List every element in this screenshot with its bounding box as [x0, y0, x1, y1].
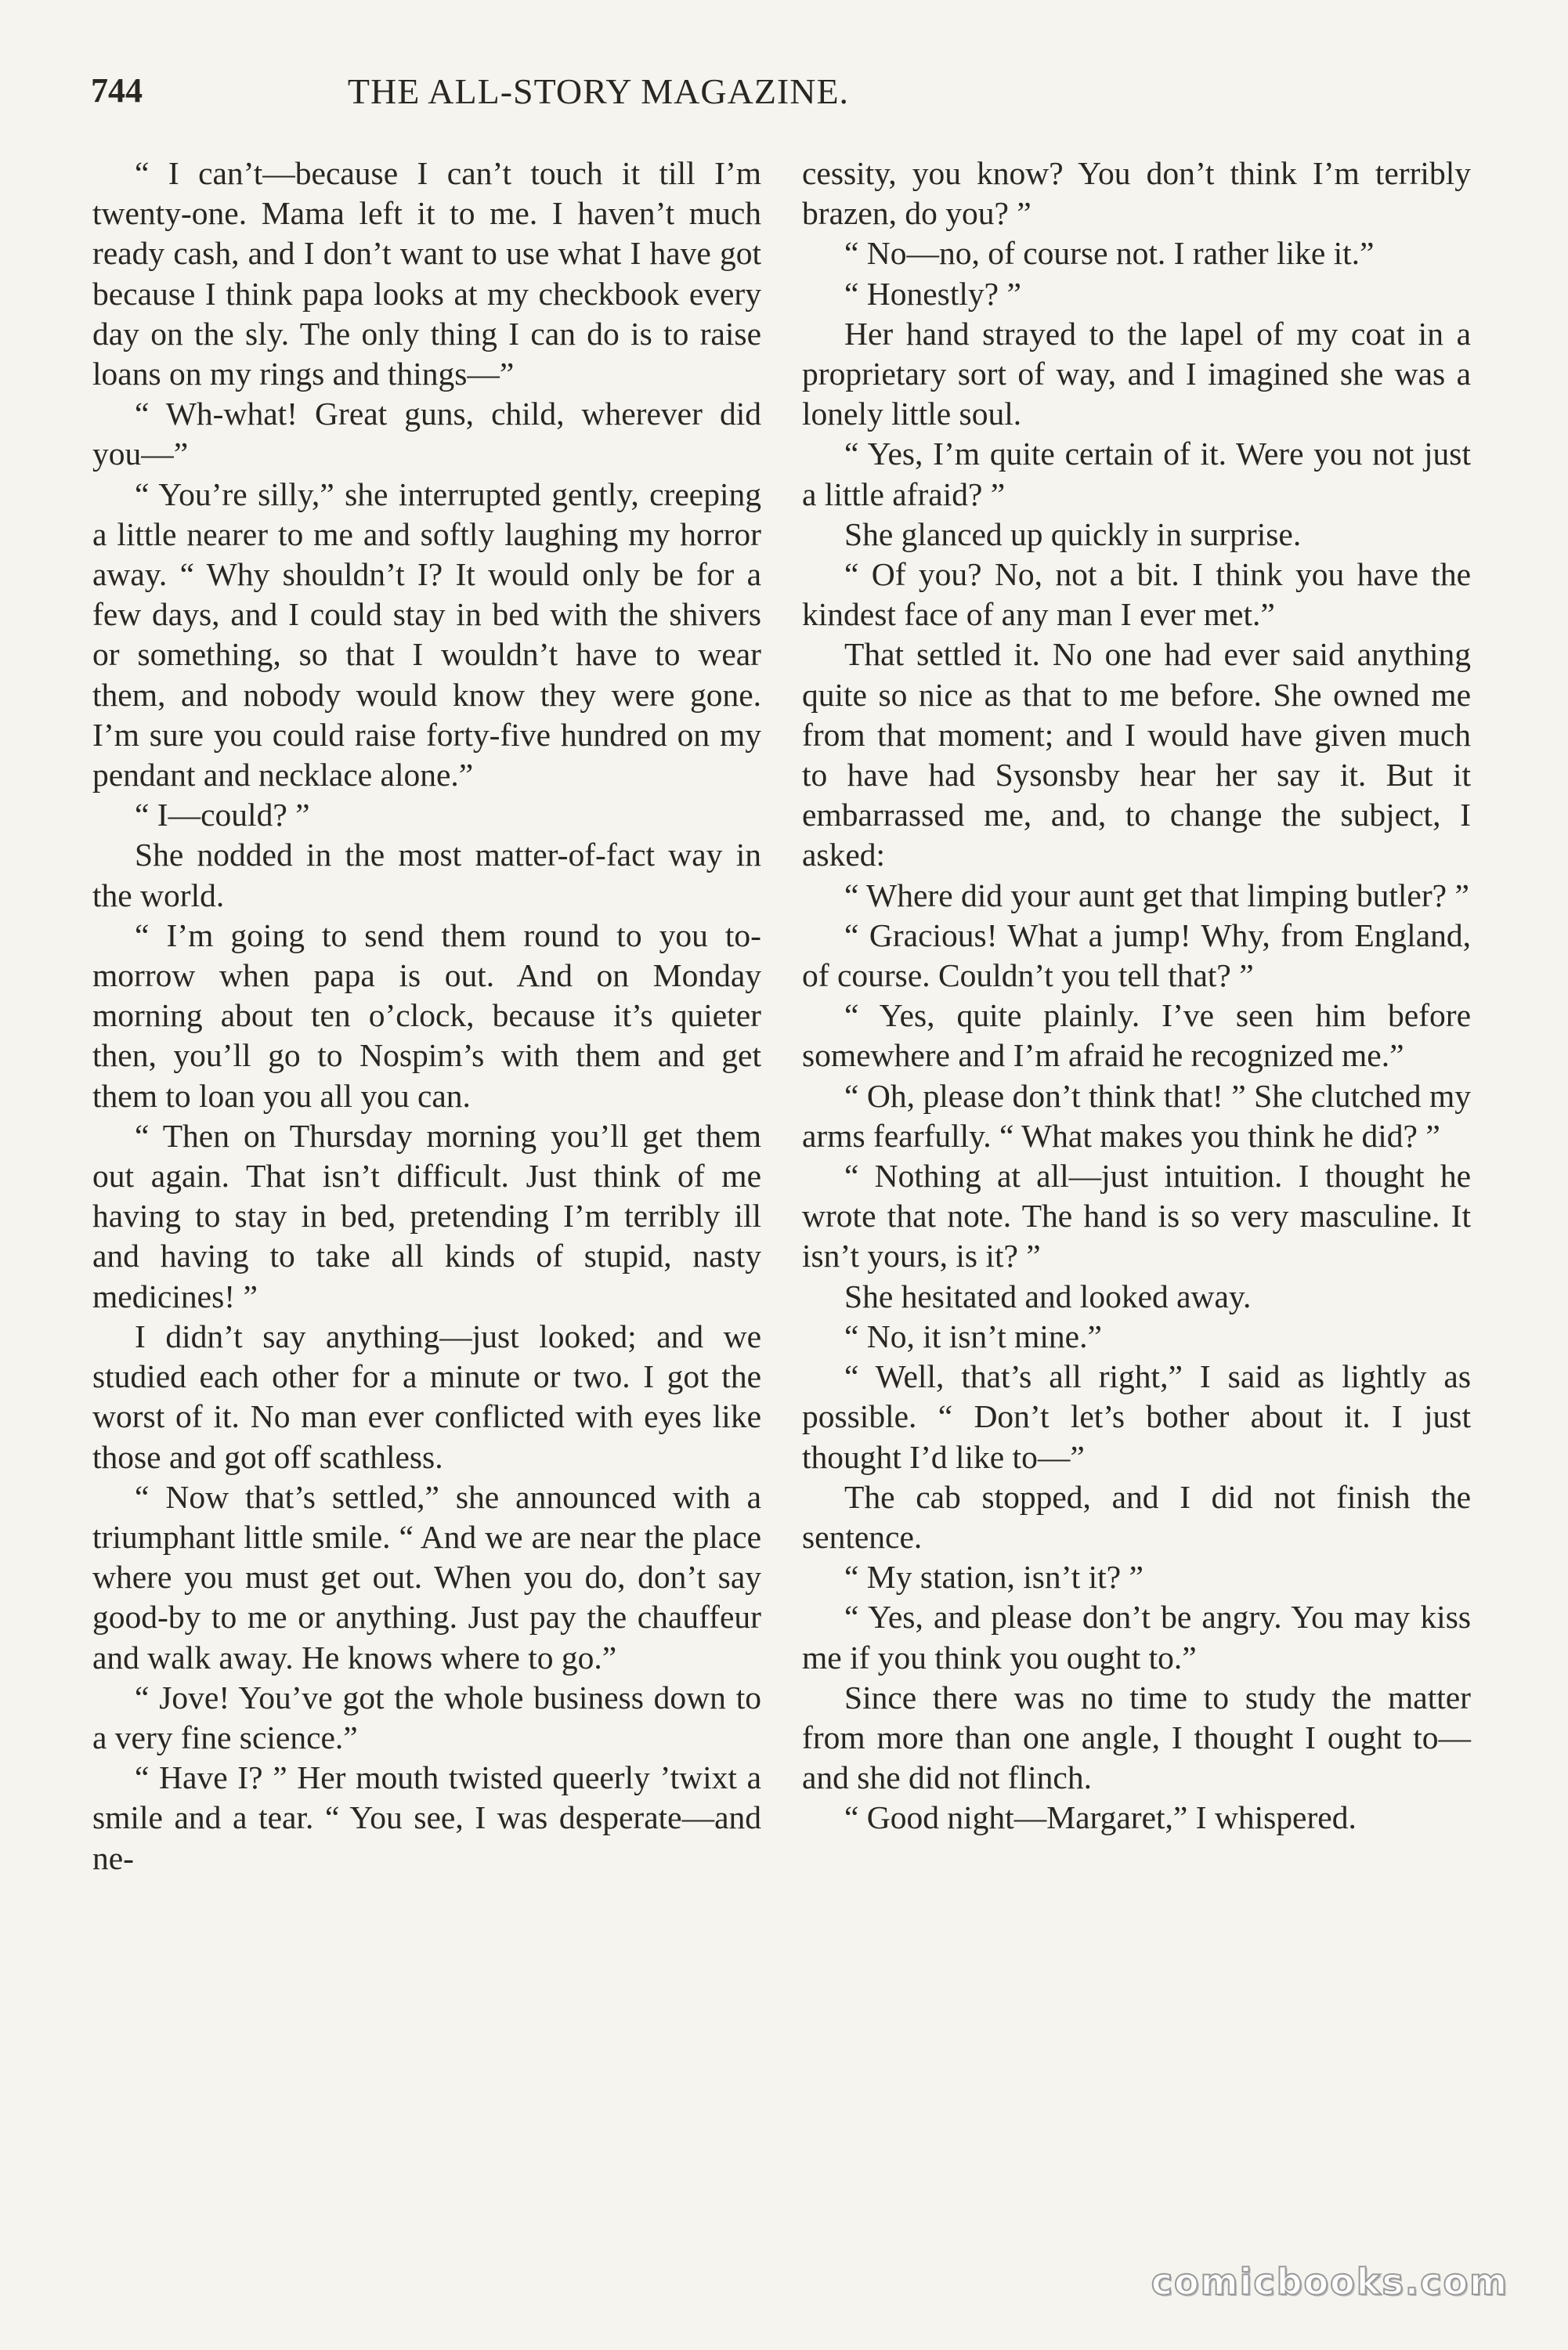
paragraph: “ Good night—Margaret,” I whispered.	[844, 1799, 1357, 1836]
paragraph: “ No, it isn’t mine.”	[844, 1318, 1102, 1354]
paragraph: The cab stopped, and I did not finish the sentence.	[802, 1478, 1471, 1555]
paragraph: Since there was no time to study the matter from more than one angle, I thought I ought to—and she did not flinch.	[802, 1679, 1471, 1796]
paragraph: cessity, you know? You don’t think I’m terribly brazen, do you? ”	[802, 155, 1471, 232]
left-column	[92, 154, 761, 1878]
paragraph: “ I’m going to send them round to you to-morrow when papa is out. And on Monday morning about ten o’clock, because it’s quieter then, you’ll go to Nospim’s with them and get them to loan you all you can.	[92, 916, 761, 1114]
paragraph: That settled it. No one had ever said anything quite so nice as that to me before. She owned me from that moment; and I would have given much to have had Sysonsby hear her say it. But it embarrassed me, and, to change the subject, I asked:	[802, 636, 1471, 873]
paragraph: “ Where did your aunt get that limping butler? ”	[844, 877, 1469, 913]
paragraph: “ Wh-what! Great guns, child, wherever did you—”	[92, 396, 761, 472]
paragraph: “ Yes, I’m quite certain of it. Were you not just a little afraid? ”	[802, 436, 1471, 512]
paragraph: “ No—no, of course not. I rather like it.”	[844, 235, 1375, 272]
paragraph: “ Well, that’s all right,” I said as lightly as possible. “ Don’t let’s bother about it. I just thought I’d like to—”	[802, 1358, 1471, 1475]
running-title: THE ALL-STORY MAGAZINE.	[347, 71, 850, 111]
paragraph: “ Oh, please don’t think that! ” She clutched my arms fearfully. “ What makes you think he did? ”	[802, 1077, 1471, 1154]
paragraph: She hesitated and looked away.	[844, 1278, 1252, 1314]
paragraph: Her hand strayed to the lapel of my coat in a proprietary sort of way, and I imagined she was a lonely little soul.	[802, 315, 1471, 432]
paragraph: “ I can’t—because I can’t touch it till I’m twenty-one. Mama left it to me. I haven’t much ready cash, and I don’t want to use what I have got because I think papa looks at my checkbook every day on the sly. The only thing I can do is to raise loans on my rings and things—”	[92, 155, 761, 392]
paragraph: She glanced up quickly in surprise.	[844, 515, 1302, 552]
right-column	[802, 154, 1471, 1838]
paragraph: “ Jove! You’ve got the whole business down to a very fine science.”	[92, 1679, 761, 1755]
paragraph: “ Now that’s settled,” she announced with a triumphant little smile. “ And we are near the place where you must get out. When you do, don’t say good-by to me or anything. Just pay the chauffeur and walk away. He knows where to go.”	[92, 1478, 761, 1676]
watermark-logo: comicbooks.com	[1151, 2261, 1508, 2303]
page-header	[91, 66, 1501, 121]
paragraph: “ Have I? ” Her mouth twisted queerly ’twixt a smile and a tear. “ You see, I was desperate—and ne-	[92, 1759, 761, 1876]
paragraph: “ You’re silly,” she interrupted gently, creeping a little nearer to me and softly laughing my horror away. “ Why shouldn’t I? It would only be for a few days, and I could stay in bed with the shivers or something, so that I wouldn’t have to wear them, and nobody would know they were gone. I’m sure you could raise forty-five hundred on my pendant and necklace alone.”	[92, 475, 761, 794]
paragraph: I didn’t say anything—just looked; and we studied each other for a minute or two. I got the worst of it. No man ever conflicted with eyes like those and got off scathless.	[92, 1318, 761, 1475]
paragraph: “ Gracious! What a jump! Why, from England, of course. Couldn’t you tell that? ”	[802, 916, 1471, 994]
paragraph: “ Nothing at all—just intuition. I thought he wrote that note. The hand is so very masculine. It isn’t yours, is it? ”	[802, 1158, 1471, 1274]
paragraph: “ Honestly? ”	[844, 275, 1021, 312]
paragraph: “ Then on Thursday morning you’ll get them out again. That isn’t difficult. Just think of me having to stay in bed, pretending I’m terribly ill and having to take all kinds of stupid, nasty medicines! ”	[92, 1117, 761, 1314]
paragraph: “ My station, isn’t it? ”	[844, 1559, 1143, 1596]
paragraph: “ Yes, and please don’t be angry. You may kiss me if you think you ought to.”	[802, 1599, 1471, 1676]
paragraph: “ Yes, quite plainly. I’ve seen him before somewhere and I’m afraid he recognized me.”	[802, 997, 1471, 1074]
paragraph: “ Of you? No, not a bit. I think you have the kindest face of any man I ever met.”	[802, 556, 1471, 633]
paragraph: “ I—could? ”	[135, 797, 310, 833]
page-number: 744	[91, 71, 143, 110]
paragraph: She nodded in the most matter-of-fact way in the world.	[92, 837, 761, 913]
